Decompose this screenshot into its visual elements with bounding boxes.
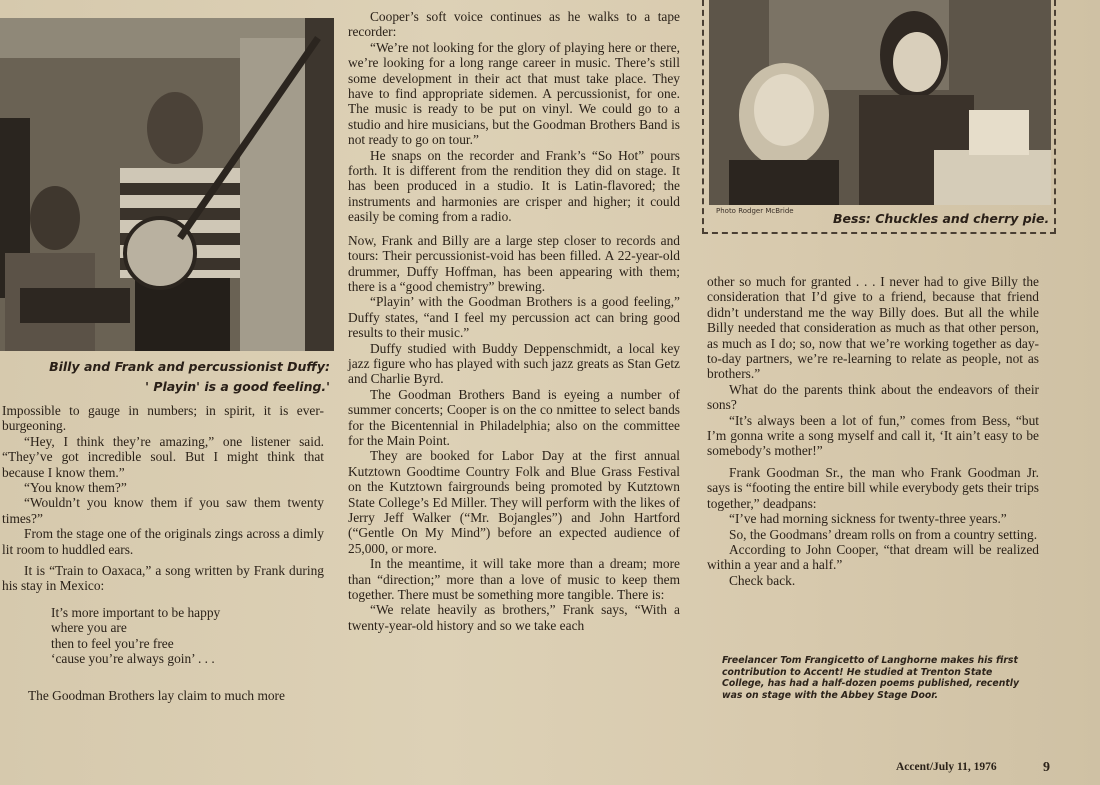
col1-paragraph: “Wouldn’t you know them if you saw them twenty times?” bbox=[2, 495, 324, 526]
photo-credit: Photo Rodger McBride bbox=[716, 207, 794, 215]
col1-paragraph: “Hey, I think they’re amazing,” one listener said. “They’ve got incredible soul. But I might think that because I know them.” bbox=[2, 433, 324, 480]
bess-photo-caption: Bess: Chuckles and cherry pie. bbox=[833, 211, 1050, 226]
col2-paragraph: “Playin’ with the Goodman Brothers is a good feeling,” Duffy states, “and I feel my percussion act can bring good results to their music.” bbox=[348, 294, 680, 341]
col2-paragraph: He snaps on the recorder and Frank’s “So Hot” pours forth. It is different from the rendition they did on stage. It has been produced in a studio. It is Latin-flavored; the instruments and harmonies are crisper and higher; it could easily be coming from a radio. bbox=[348, 147, 680, 225]
band-illustration bbox=[0, 18, 334, 351]
col2-paragraph: They are booked for Labor Day at the first annual Kutztown Goodtime Country Folk and Blue Grass Festival on the Kutztown fairgrounds being promoted by Kutztown State College’s Ed Miller. They will perform with the likes of Jerry Jeff Walker (“Mr. Bojangles”) and John Hartford (“Gentle On My Mind”) before an expected audience of 25,000, or more. bbox=[348, 448, 680, 556]
col3-paragraph: According to John Cooper, “that dream will be realized within a year and a half.” bbox=[707, 541, 1039, 573]
col3-paragraph: Check back. bbox=[729, 572, 796, 588]
col3-paragraph: other so much for granted . . . I never had to give Billy the consideration that I’d give to a friend, because that friend didn’t understand me the way Billy does. But all the while Billy needed that consideration as much as that other person, as much as I do; so, now that we’re working together as day-to-day partners, we’re re-learning to relate as people, not as brothers.” bbox=[707, 274, 1039, 382]
lyric-line: It’s more important to be happy bbox=[51, 605, 221, 620]
bess-photo bbox=[709, 0, 1051, 205]
col1-paragraph: Impossible to gauge in numbers; in spirit, it is ever-burgeoning. bbox=[2, 403, 324, 434]
col2-paragraph: In the meantime, it will take more than a dream; more than “direction;” more than a love of music to keep them together. There must be something more tangible. There is: bbox=[348, 556, 680, 603]
col3-paragraph: “I’ve had morning sickness for twenty-three years.” bbox=[729, 511, 1007, 527]
col2-paragraph: Duffy studied with Buddy Deppenschmidt, a local key jazz figure who has played with such jazz greats as Stan Getz and Charlie Byrd. bbox=[348, 340, 680, 387]
col1-paragraph: It is “Train to Oaxaca,” a song written by Frank during his stay in Mexico: bbox=[2, 563, 324, 594]
col3-paragraph: What do the parents think about the endeavors of their sons? bbox=[707, 381, 1039, 413]
band-caption-line-1: Billy and Frank and percussionist Duffy: bbox=[49, 359, 330, 374]
page-folio: Accent/July 11, 1976 bbox=[896, 761, 997, 773]
band-caption-line-2: ' Playin' is a good feeling.' bbox=[145, 379, 330, 394]
bess-illustration bbox=[709, 0, 1051, 205]
col2-paragraph: “We’re not looking for the glory of playing here or there, we’re looking for a long range career in music. There’s still some development in their act that must take place. They have to find appropriate sidemen. A percussionist, for one. The music is ready to be put on vinyl. We could go to a studio and hire musicians, but the Goodman Brothers Band is not ready to go on tour.” bbox=[348, 39, 680, 148]
col1-end-paragraph: The Goodman Brothers lay claim to much more bbox=[28, 688, 285, 703]
col1-paragraph: “You know them?” bbox=[24, 480, 127, 496]
col2-paragraph: Now, Frank and Billy are a large step closer to records and tours: Their percussionist-void has been filled. A 22-year-old drummer, Duffy Hoffman, has been appearing with them; there is a “good chemistry” brewing. bbox=[348, 232, 680, 294]
column-1 bbox=[2, 403, 324, 594]
lyric-line: ‘cause you’re always goin’ . . . bbox=[51, 651, 215, 667]
lyric-line: then to feel you’re free bbox=[51, 635, 174, 651]
column-3 bbox=[707, 274, 1039, 588]
col3-paragraph: So, the Goodmans’ dream rolls on from a country setting. bbox=[729, 526, 1038, 542]
col3-paragraph: “It’s always been a lot of fun,” comes from Bess, “but I’m gonna write a song myself and call it, ‘It ain’t easy to be somebody’s mother!” bbox=[707, 412, 1039, 459]
col3-paragraph: Frank Goodman Sr., the man who Frank Goodman Jr. says is “footing the entire bill while everybody gets their trips together,” deadpans: bbox=[707, 464, 1039, 511]
lyric-line: where you are bbox=[51, 620, 127, 636]
col2-paragraph: “We relate heavily as brothers,” Frank says, “With a twenty-year-old history and so we take each bbox=[348, 602, 680, 633]
band-photo bbox=[0, 18, 334, 351]
column-2 bbox=[348, 9, 680, 633]
page-number: 9 bbox=[1043, 760, 1050, 775]
song-lyrics bbox=[51, 605, 220, 667]
col2-paragraph: The Goodman Brothers Band is eyeing a number of summer concerts; Cooper is on the co nmittee to select bands for the Bicentennial in Philadelphia; also on the committee for the Main Point. bbox=[348, 386, 680, 448]
col1-paragraph: From the stage one of the originals zings across a dimly lit room to huddled ears. bbox=[2, 526, 324, 557]
col2-paragraph: Cooper’s soft voice continues as he walks to a tape recorder: bbox=[348, 9, 680, 40]
author-bio: Freelancer Tom Frangicetto of Langhorne makes his first contribution to Accent! He studied at Trenton State College, has had a half-dozen poems published, recently was on stage with the Abbey Stage Door. bbox=[722, 655, 1020, 701]
